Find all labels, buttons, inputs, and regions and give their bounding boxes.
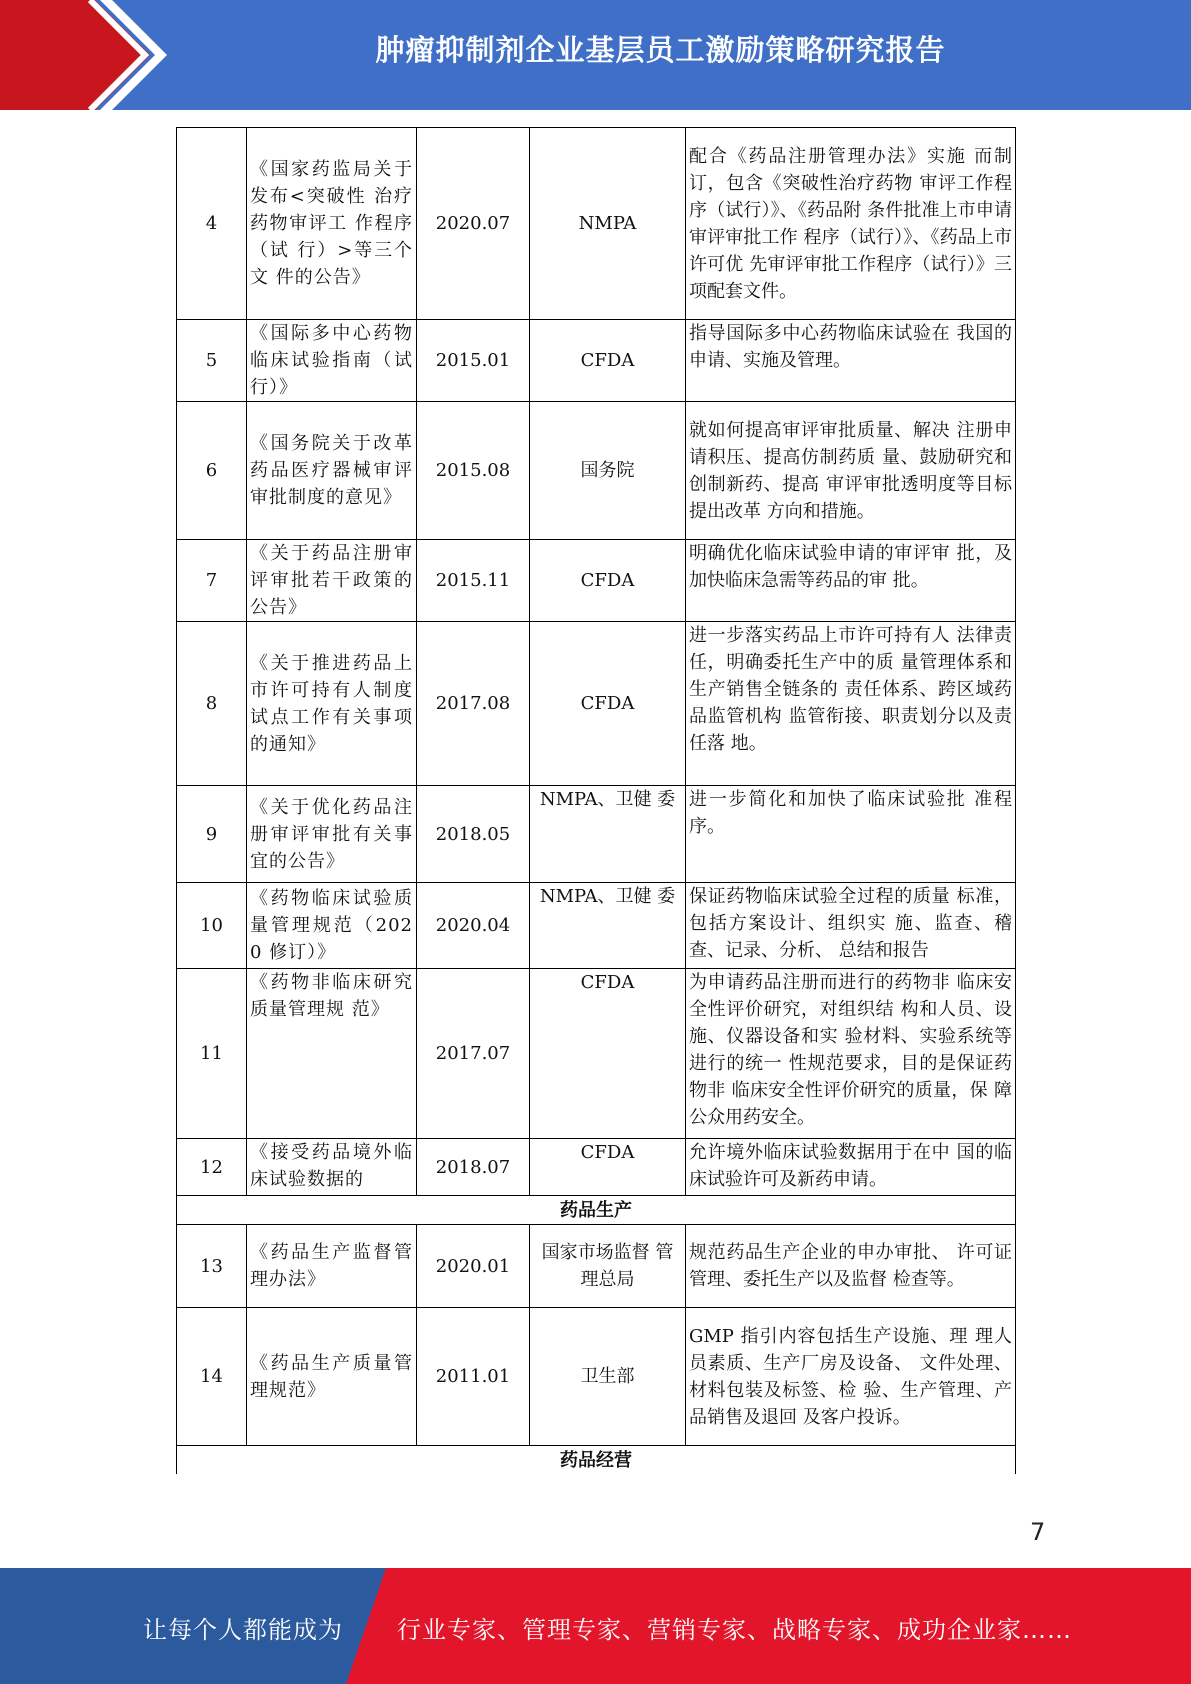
regulation-description: 指导国际多中心药物临床试验在 我国的申请、实施及管理。 [686,320,1016,402]
regulation-name: 《药物临床试验质量管理规范（2020 修订）》 [247,883,417,969]
row-number: 6 [177,402,247,540]
footer-slogan-left: 让每个人都能成为 [143,1616,343,1644]
issuing-body: CFDA [530,622,686,786]
issuing-body: NMPA、卫健 委 [530,883,686,969]
regulation-description: 保证药物临床试验全过程的质量 标准，包括方案设计、组织实 施、监查、稽查、记录、分析、 总结和报告 [686,883,1016,969]
regulation-description: 为申请药品注册而进行的药物非 临床安全性评价研究，对组织结 构和人员、设施、仪器设备和实 验材料、实验系统等进行的统一 性规范要求，目的是保证药物非 临床安全性评价研究的质量，保 障公众用药安全。 [686,969,1016,1139]
regulation-description: 明确优化临床试验申请的审评审 批，及加快临床急需等药品的审 批。 [686,540,1016,622]
table-row [177,320,1016,402]
issuing-body: CFDA [530,1139,686,1196]
row-number: 13 [177,1225,247,1308]
section-heading-production: 药品生产 [177,1196,1016,1225]
regulation-name: 《药物非临床研究质量管理规 范》 [247,969,417,1139]
issue-date: 2011.01 [417,1308,530,1446]
report-title: 肿瘤抑制剂企业基层员工激励策略研究报告 [375,33,946,67]
table-row [177,540,1016,622]
row-number: 11 [177,969,247,1139]
table-row [177,1225,1016,1308]
regulation-name: 《关于优化药品注册审评审批有关事宜的公告》 [247,786,417,883]
section-row [177,1446,1016,1475]
issuing-body: CFDA [530,320,686,402]
section-heading-operation: 药品经营 [177,1446,1016,1475]
page-header [0,0,1191,110]
row-number: 9 [177,786,247,883]
issue-date: 2018.07 [417,1139,530,1196]
issue-date: 2020.04 [417,883,530,969]
issue-date: 2015.01 [417,320,530,402]
regulation-name: 《药品生产监督管理办法》 [247,1225,417,1308]
regulation-name: 《国家药监局关于发布<突破性 治疗药物审评工 作程序（试 行）>等三个文 件的公告》 [247,128,417,320]
issue-date: 2020.07 [417,128,530,320]
regulation-name: 《国际多中心药物临床试验指南（试行）》 [247,320,417,402]
issue-date: 2017.08 [417,622,530,786]
table-row [177,883,1016,969]
regulation-table [176,127,1016,1474]
table-row [177,128,1016,320]
regulation-description: 允许境外临床试验数据用于在中 国的临床试验许可及新药申请。 [686,1139,1016,1196]
issue-date: 2017.07 [417,969,530,1139]
table-row [177,1139,1016,1196]
issuing-body: 国务院 [530,402,686,540]
page-footer [0,1568,1191,1684]
row-number: 10 [177,883,247,969]
row-number: 4 [177,128,247,320]
issue-date: 2018.05 [417,786,530,883]
regulation-description: 配合《药品注册管理办法》实施 而制订，包含《突破性治疗药物 审评工作程序（试行）》、《药品附 条件批准上市申请审评审批工作 程序（试行）》、《药品上市许可优 先审评审批工作程序（试行）》三 项配套文件。 [686,128,1016,320]
regulation-name: 《关于推进药品上市许可持有人制度试点工作有关事项的通知》 [247,622,417,786]
row-number: 5 [177,320,247,402]
row-number: 7 [177,540,247,622]
regulation-description: GMP 指引内容包括生产设施、理 理人员素质、生产厂房及设备、 文件处理、材料包装及标签、检 验、生产管理、产品销售及退回 及客户投诉。 [686,1308,1016,1446]
issuing-body: NMPA、卫健 委 [530,786,686,883]
row-number: 8 [177,622,247,786]
section-row [177,1196,1016,1225]
regulation-name: 《药品生产质量管理规范》 [247,1308,417,1446]
regulation-description: 就如何提高审评审批质量、解决 注册申请积压、提高仿制药质 量、鼓励研究和创制新药、提高 审评审批透明度等目标提出改革 方向和措施。 [686,402,1016,540]
row-number: 14 [177,1308,247,1446]
issue-date: 2015.08 [417,402,530,540]
table-row [177,402,1016,540]
issue-date: 2020.01 [417,1225,530,1308]
issuing-body: 卫生部 [530,1308,686,1446]
table-row [177,786,1016,883]
regulation-description: 进一步落实药品上市许可持有人 法律责任，明确委托生产中的质 量管理体系和生产销售全链条的 责任体系、跨区域药品监管机构 监管衔接、职责划分以及责任落 地。 [686,622,1016,786]
table-row [177,1308,1016,1446]
row-number: 12 [177,1139,247,1196]
regulation-name: 《关于药品注册审评审批若干政策的公告》 [247,540,417,622]
table-row [177,969,1016,1139]
regulation-name: 《国务院关于改革药品医疗器械审评审批制度的意见》 [247,402,417,540]
table-row [177,622,1016,786]
regulation-name: 《接受药品境外临床试验数据的 [247,1139,417,1196]
regulation-description: 规范药品生产企业的申办审批、 许可证管理、委托生产以及监督 检查等。 [686,1225,1016,1308]
page-number: 7 [1030,1518,1046,1546]
footer-slogan-right: 行业专家、管理专家、营销专家、战略专家、成功企业家…… [397,1616,1072,1644]
regulation-description: 进一步简化和加快了临床试验批 准程序。 [686,786,1016,883]
issuing-body: NMPA [530,128,686,320]
issue-date: 2015.11 [417,540,530,622]
issuing-body: CFDA [530,969,686,1139]
issuing-body: CFDA [530,540,686,622]
issuing-body: 国家市场监督 管理总局 [530,1225,686,1308]
